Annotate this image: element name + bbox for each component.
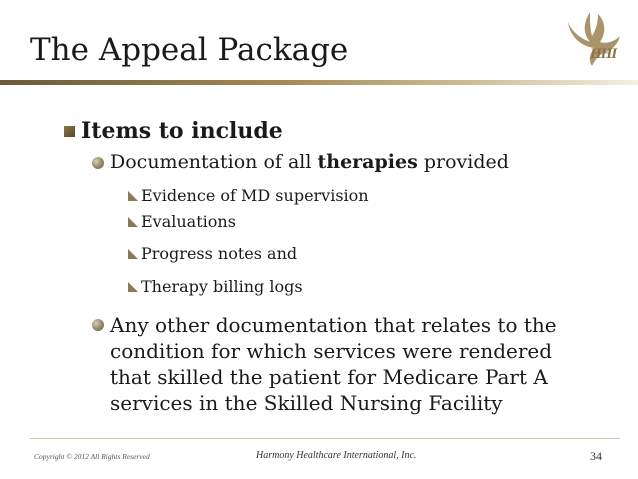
level1-text: Items to include — [81, 118, 283, 144]
circle-bullet-icon — [92, 157, 104, 169]
triangle-bullet-icon — [128, 282, 138, 292]
footer-divider — [30, 438, 620, 439]
other-text-block — [110, 312, 557, 416]
other-line: Any other documentation that relates to the — [110, 313, 557, 337]
other-line: condition for which services were rendered — [110, 339, 553, 363]
triangle-bullet-icon — [128, 191, 138, 201]
triangle-bullet-icon — [128, 217, 138, 227]
level2-item-other — [92, 312, 557, 416]
triangle-bullet-icon — [128, 249, 138, 259]
slide-title: The Appeal Package — [30, 32, 349, 68]
page-number: 34 — [590, 449, 602, 463]
level2-item-documentation — [92, 150, 509, 174]
level1-item — [64, 117, 283, 145]
level3-item — [128, 185, 369, 207]
doc-prefix-text: Documentation of all — [110, 151, 318, 173]
level3-text: Evidence of MD supervision — [141, 186, 369, 205]
level2-text — [110, 150, 509, 174]
level3-text: Therapy billing logs — [141, 277, 303, 296]
circle-bullet-icon — [92, 319, 104, 331]
footer-company: Harmony Healthcare International, Inc. — [256, 450, 417, 461]
footer-copyright: Copyright © 2012 All Rights Reserved — [34, 452, 150, 461]
level3-text: Evaluations — [141, 212, 236, 231]
level3-text: Progress notes and — [141, 244, 298, 263]
other-line: that skilled the patient for Medicare Part A — [110, 365, 548, 389]
logo-text: HHI — [590, 46, 617, 62]
title-divider — [0, 80, 638, 85]
other-line: services in the Skilled Nursing Facility — [110, 391, 503, 415]
level3-item — [128, 276, 303, 298]
doc-suffix-text: provided — [417, 151, 509, 173]
level3-item — [128, 243, 297, 265]
level3-item — [128, 211, 236, 233]
square-bullet-icon — [64, 126, 75, 137]
doc-bold-text: therapies — [317, 151, 418, 173]
